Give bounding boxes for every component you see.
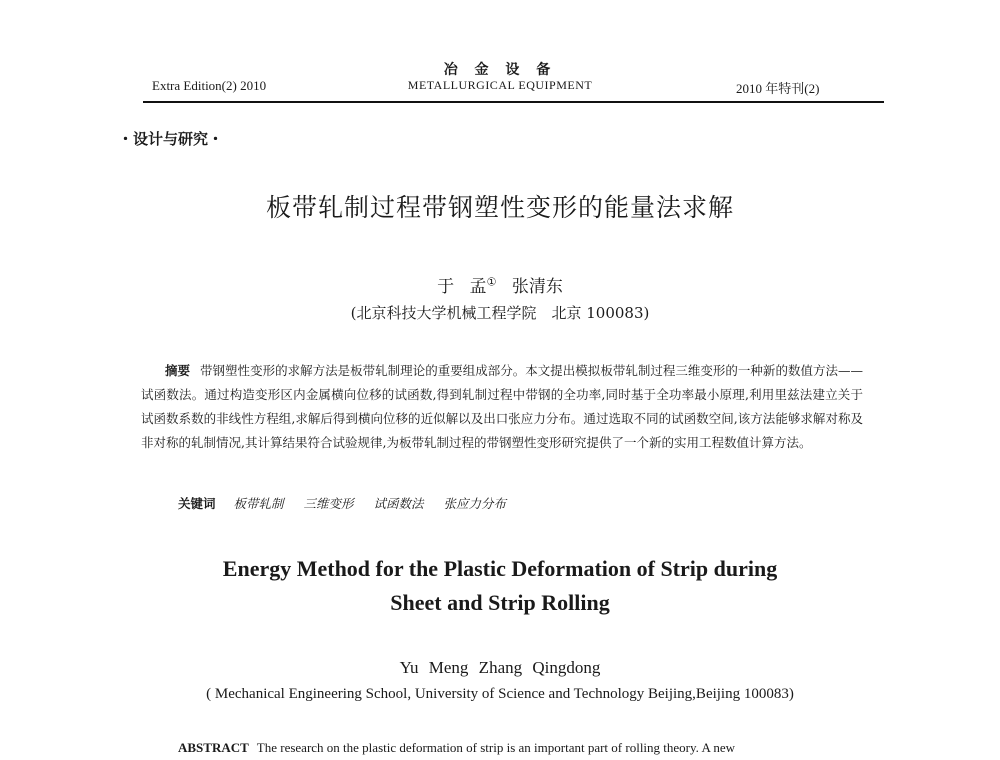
journal-name-en: METALLURGICAL EQUIPMENT: [407, 78, 593, 92]
abstract-en-text: The research on the plastic deformation of strip is an important part of rolling theory. A new: [256, 740, 736, 755]
keyword-4: 张应力分布: [443, 496, 507, 511]
affiliation-en: ( Mechanical Engineering School, University of Science and Technology Beijing,Beijing 100083): [206, 686, 794, 702]
abstract-en: [178, 740, 868, 756]
keywords-zh-label: 关键词: [178, 496, 216, 511]
abstract-en-label: ABSTRACT: [178, 740, 249, 755]
journal-name-zh: 冶 金 设 备: [443, 62, 557, 78]
keywords-zh: [178, 494, 522, 512]
section-tag: ・设计与研究・: [118, 130, 224, 148]
abstract-zh: [141, 359, 863, 455]
abstract-zh-text: 带钢塑性变形的求解方法是板带轧制理论的重要组成部分。本文提出模拟板带轧制过程三维变形的一种新的数值方法——试函数法。通过构造变形区内金属横向位移的试函数,得到轧制过程中带钢的全功率,同时基于全功率最小原理,利用里兹法建立关于试函数系数的非线性方程组,求解后得到横向位移的近似解以及出口张应力分布。通过选取不同的试函数空间,该方法能够求解对称及非对称的轧制情况,其计算结果符合试验规律,为板带轧制过程的带钢塑性变形研究提供了一个新的实用工程数值计算方法。: [141, 363, 863, 450]
keyword-3: 试函数法: [373, 496, 424, 511]
authors-en: Yu Meng Zhang Qingdong: [399, 658, 601, 677]
affiliation-zh: (北京科技大学机械工程学院 北京 100083): [350, 304, 650, 322]
header-left: Extra Edition(2) 2010: [152, 78, 267, 93]
header-rule: [143, 101, 884, 103]
keyword-2: 三维变形: [303, 496, 354, 511]
title-zh: 板带轧制过程带钢塑性变形的能量法求解: [265, 193, 734, 222]
title-en-line-2: Sheet and Strip Rolling: [390, 590, 610, 615]
keyword-1: 板带轧制: [233, 496, 284, 511]
author-zh-2: 张清东: [511, 277, 563, 297]
title-en: [0, 552, 1000, 620]
author-zh-1: 于 孟: [437, 277, 487, 297]
header-right: 2010 年特刊(2): [736, 81, 820, 96]
journal-header: [0, 62, 1000, 92]
author-footnote-mark: ①: [486, 275, 497, 289]
title-en-line-1: Energy Method for the Plastic Deformation of Strip during: [222, 556, 778, 581]
authors-zh: [0, 272, 1000, 297]
abstract-zh-label: 摘要: [165, 363, 191, 378]
